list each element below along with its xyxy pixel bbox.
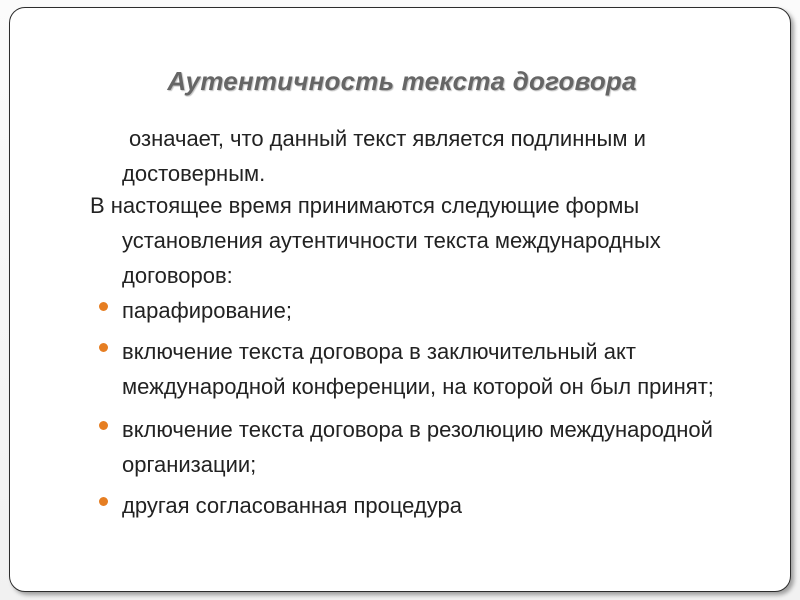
list-item xyxy=(98,488,768,523)
bullet-icon xyxy=(99,302,108,311)
slide-card xyxy=(9,7,791,592)
definition-text: означает, что данный текст является подлинным и достоверным. xyxy=(122,126,646,186)
list-item xyxy=(98,293,768,328)
list-item-text: парафирование; xyxy=(122,298,292,323)
bullet-icon xyxy=(99,343,108,352)
list-item-text: другая согласованная процедура xyxy=(122,493,462,518)
list-item-text: включение текста договора в резолюцию международной организации; xyxy=(122,417,713,477)
slide-title: Аутентичность текста договора xyxy=(167,66,637,96)
bullet-icon xyxy=(99,497,108,506)
forms-list xyxy=(98,293,768,529)
bullet-icon xyxy=(99,421,108,430)
list-item xyxy=(98,412,768,482)
definition-paragraph xyxy=(122,121,762,191)
list-item-text: включение текста договора в заключительный акт международной конференции, на которой он был принят; xyxy=(122,339,714,399)
list-item xyxy=(98,334,768,404)
forms-intro-paragraph xyxy=(90,188,762,293)
forms-intro-text: В настоящее время принимаются следующие формы установления аутентичности текста международных договоров: xyxy=(90,193,661,288)
